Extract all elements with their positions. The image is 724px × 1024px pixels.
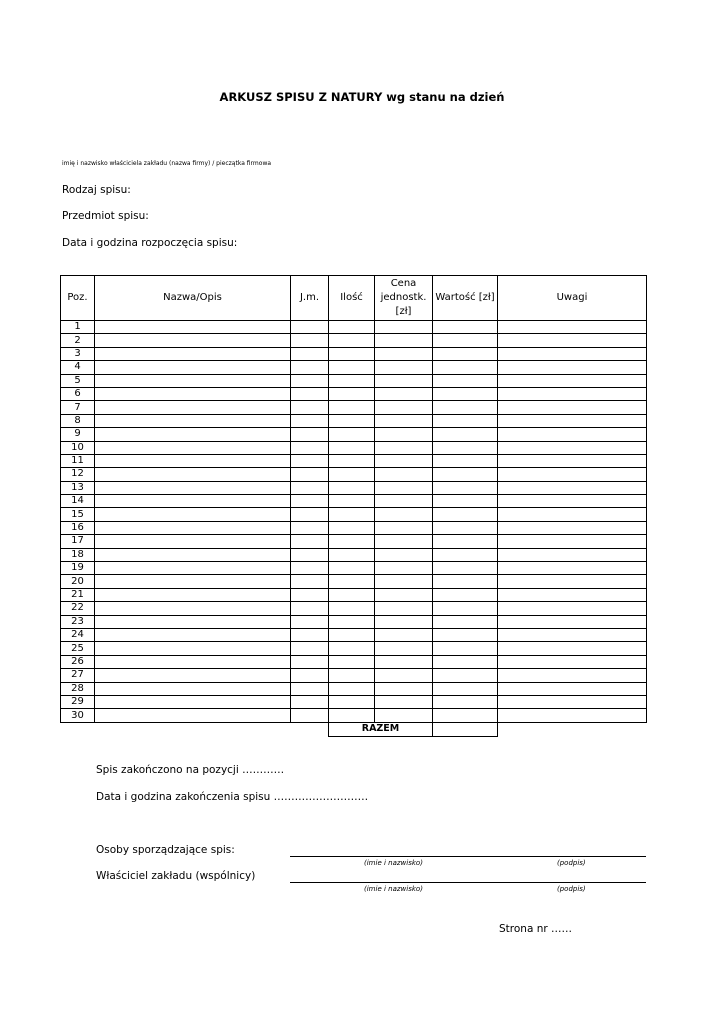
cell-uwagi[interactable] (498, 682, 647, 695)
cell-nazwa-opis[interactable] (95, 347, 291, 360)
cell-ilosc[interactable] (329, 682, 375, 695)
table-row (61, 588, 647, 601)
table-row (61, 575, 647, 588)
cell-jm[interactable] (291, 347, 329, 360)
caption-podpis-1: (podpis) (557, 859, 586, 867)
cell-wartosc[interactable] (433, 495, 498, 508)
cell-ilosc[interactable] (329, 361, 375, 374)
cell-wartosc[interactable] (433, 321, 498, 334)
cell-cena[interactable] (375, 575, 433, 588)
table-row (61, 454, 647, 467)
cell-jm[interactable] (291, 709, 329, 722)
cell-jm[interactable] (291, 695, 329, 708)
cell-cena[interactable] (375, 562, 433, 575)
cell-wartosc[interactable] (433, 454, 498, 467)
row-number: 5 (61, 374, 95, 387)
cell-nazwa-opis[interactable] (95, 669, 291, 682)
cell-wartosc[interactable] (433, 387, 498, 400)
cell-ilosc[interactable] (329, 401, 375, 414)
row-number: 26 (61, 655, 95, 668)
row-number: 9 (61, 428, 95, 441)
cell-uwagi[interactable] (498, 334, 647, 347)
cell-nazwa-opis[interactable] (95, 548, 291, 561)
cell-ilosc[interactable] (329, 548, 375, 561)
osoby-sporzadzajace-label: Osoby sporządzające spis: (96, 844, 235, 856)
table-row (61, 441, 647, 454)
cell-cena[interactable] (375, 481, 433, 494)
row-number: 18 (61, 548, 95, 561)
caption-imie-nazwisko-1: (imie i nazwisko) (364, 859, 423, 867)
cell-wartosc[interactable] (433, 428, 498, 441)
cell-wartosc[interactable] (433, 602, 498, 615)
cell-ilosc[interactable] (329, 575, 375, 588)
total-wartosc-cell[interactable] (433, 722, 498, 736)
cell-jm[interactable] (291, 334, 329, 347)
table-row (61, 495, 647, 508)
owner-caption: imię i nazwisko właściciela zakładu (nazwa firmy) / pieczątka firmowa (62, 160, 272, 167)
table-row (61, 508, 647, 521)
row-number: 17 (61, 535, 95, 548)
table-row (61, 521, 647, 534)
cell-ilosc[interactable] (329, 588, 375, 601)
row-number: 24 (61, 628, 95, 641)
cell-uwagi[interactable] (498, 401, 647, 414)
cell-wartosc[interactable] (433, 441, 498, 454)
cell-cena[interactable] (375, 682, 433, 695)
cell-wartosc[interactable] (433, 682, 498, 695)
cell-cena[interactable] (375, 588, 433, 601)
cell-cena[interactable] (375, 615, 433, 628)
cell-wartosc[interactable] (433, 535, 498, 548)
cell-uwagi[interactable] (498, 521, 647, 534)
table-row (61, 535, 647, 548)
cell-uwagi[interactable] (498, 695, 647, 708)
cell-wartosc[interactable] (433, 588, 498, 601)
cell-ilosc[interactable] (329, 321, 375, 334)
field-przedmiot-spisu: Przedmiot spisu: (62, 210, 149, 222)
table-row (61, 655, 647, 668)
table-row (61, 334, 647, 347)
cell-cena[interactable] (375, 709, 433, 722)
header-poz: Poz. (61, 276, 95, 321)
cell-ilosc[interactable] (329, 535, 375, 548)
table-row (61, 642, 647, 655)
cell-cena[interactable] (375, 401, 433, 414)
row-number: 14 (61, 495, 95, 508)
cell-jm[interactable] (291, 428, 329, 441)
cell-ilosc[interactable] (329, 481, 375, 494)
table-row (61, 401, 647, 414)
cell-uwagi[interactable] (498, 709, 647, 722)
cell-nazwa-opis[interactable] (95, 374, 291, 387)
cell-uwagi[interactable] (498, 655, 647, 668)
table-row (61, 347, 647, 360)
row-number: 25 (61, 642, 95, 655)
row-number: 19 (61, 562, 95, 575)
cell-ilosc[interactable] (329, 669, 375, 682)
row-number: 20 (61, 575, 95, 588)
cell-jm[interactable] (291, 535, 329, 548)
header-ilosc: Ilość (329, 276, 375, 321)
cell-nazwa-opis[interactable] (95, 535, 291, 548)
cell-ilosc[interactable] (329, 454, 375, 467)
cell-jm[interactable] (291, 414, 329, 427)
cell-jm[interactable] (291, 374, 329, 387)
cell-nazwa-opis[interactable] (95, 575, 291, 588)
cell-wartosc[interactable] (433, 615, 498, 628)
cell-cena[interactable] (375, 508, 433, 521)
row-number: 16 (61, 521, 95, 534)
cell-cena[interactable] (375, 454, 433, 467)
cell-cena[interactable] (375, 495, 433, 508)
cell-jm[interactable] (291, 401, 329, 414)
cell-nazwa-opis[interactable] (95, 454, 291, 467)
row-number: 30 (61, 709, 95, 722)
cell-cena[interactable] (375, 521, 433, 534)
cell-jm[interactable] (291, 521, 329, 534)
table-row (61, 602, 647, 615)
cell-uwagi[interactable] (498, 495, 647, 508)
cell-uwagi[interactable] (498, 588, 647, 601)
cell-wartosc[interactable] (433, 347, 498, 360)
cell-cena[interactable] (375, 695, 433, 708)
cell-uwagi[interactable] (498, 669, 647, 682)
cell-nazwa-opis[interactable] (95, 709, 291, 722)
table-footer (61, 722, 647, 736)
row-number: 28 (61, 682, 95, 695)
table-row (61, 468, 647, 481)
cell-uwagi[interactable] (498, 428, 647, 441)
cell-ilosc[interactable] (329, 508, 375, 521)
field-rodzaj-spisu: Rodzaj spisu: (62, 184, 131, 196)
cell-wartosc[interactable] (433, 334, 498, 347)
cell-uwagi[interactable] (498, 628, 647, 641)
cell-wartosc[interactable] (433, 508, 498, 521)
cell-ilosc[interactable] (329, 642, 375, 655)
cell-ilosc[interactable] (329, 602, 375, 615)
cell-ilosc[interactable] (329, 428, 375, 441)
document-title: ARKUSZ SPISU Z NATURY wg stanu na dzień (219, 90, 505, 104)
cell-cena[interactable] (375, 468, 433, 481)
table-row (61, 628, 647, 641)
cell-wartosc[interactable] (433, 401, 498, 414)
row-number: 6 (61, 387, 95, 400)
table-row (61, 548, 647, 561)
cell-jm[interactable] (291, 628, 329, 641)
table-row (61, 562, 647, 575)
cell-ilosc[interactable] (329, 441, 375, 454)
cell-wartosc[interactable] (433, 628, 498, 641)
cell-nazwa-opis[interactable] (95, 321, 291, 334)
cell-cena[interactable] (375, 669, 433, 682)
cell-ilosc[interactable] (329, 521, 375, 534)
signature-line-osoby[interactable] (290, 856, 646, 857)
row-number: 27 (61, 669, 95, 682)
table-row (61, 387, 647, 400)
cell-cena[interactable] (375, 655, 433, 668)
row-number: 22 (61, 602, 95, 615)
cell-wartosc[interactable] (433, 414, 498, 427)
table-row (61, 682, 647, 695)
cell-jm[interactable] (291, 468, 329, 481)
cell-jm[interactable] (291, 441, 329, 454)
cell-ilosc[interactable] (329, 615, 375, 628)
row-number: 10 (61, 441, 95, 454)
cell-cena[interactable] (375, 321, 433, 334)
table-row (61, 414, 647, 427)
table-row (61, 374, 647, 387)
header-uwagi: Uwagi (498, 276, 647, 321)
cell-jm[interactable] (291, 361, 329, 374)
row-number: 21 (61, 588, 95, 601)
cell-uwagi[interactable] (498, 562, 647, 575)
row-number: 13 (61, 481, 95, 494)
cell-ilosc[interactable] (329, 414, 375, 427)
cell-uwagi[interactable] (498, 508, 647, 521)
table-row (61, 709, 647, 722)
cell-wartosc[interactable] (433, 548, 498, 561)
cell-cena[interactable] (375, 642, 433, 655)
row-number: 1 (61, 321, 95, 334)
cell-uwagi[interactable] (498, 468, 647, 481)
cell-cena[interactable] (375, 361, 433, 374)
cell-nazwa-opis[interactable] (95, 414, 291, 427)
cell-jm[interactable] (291, 642, 329, 655)
cell-cena[interactable] (375, 428, 433, 441)
row-number: 29 (61, 695, 95, 708)
cell-nazwa-opis[interactable] (95, 387, 291, 400)
cell-nazwa-opis[interactable] (95, 682, 291, 695)
cell-ilosc[interactable] (329, 374, 375, 387)
row-number: 7 (61, 401, 95, 414)
row-number: 4 (61, 361, 95, 374)
cell-uwagi[interactable] (498, 615, 647, 628)
cell-ilosc[interactable] (329, 334, 375, 347)
cell-uwagi[interactable] (498, 602, 647, 615)
page-number-text: Strona nr …… (499, 923, 573, 935)
cell-uwagi[interactable] (498, 321, 647, 334)
cell-nazwa-opis[interactable] (95, 655, 291, 668)
cell-wartosc[interactable] (433, 521, 498, 534)
cell-uwagi[interactable] (498, 642, 647, 655)
cell-nazwa-opis[interactable] (95, 481, 291, 494)
cell-cena[interactable] (375, 602, 433, 615)
cell-nazwa-opis[interactable] (95, 508, 291, 521)
cell-cena[interactable] (375, 441, 433, 454)
cell-jm[interactable] (291, 454, 329, 467)
total-label: RAZEM (329, 722, 433, 736)
cell-uwagi[interactable] (498, 361, 647, 374)
header-wartosc: Wartość [zł] (433, 276, 498, 321)
cell-wartosc[interactable] (433, 655, 498, 668)
cell-jm[interactable] (291, 615, 329, 628)
header-cena-line-1: Cena (390, 278, 417, 289)
cell-wartosc[interactable] (433, 468, 498, 481)
table-body (61, 321, 647, 723)
cell-wartosc[interactable] (433, 695, 498, 708)
cell-nazwa-opis[interactable] (95, 441, 291, 454)
row-number: 15 (61, 508, 95, 521)
wlasciciel-label: Właściciel zakładu (wspólnicy) (96, 870, 256, 882)
cell-jm[interactable] (291, 669, 329, 682)
row-number: 11 (61, 454, 95, 467)
cell-ilosc[interactable] (329, 347, 375, 360)
signature-line-wlasciciel[interactable] (290, 882, 646, 883)
table-row (61, 428, 647, 441)
cell-ilosc[interactable] (329, 468, 375, 481)
cell-jm[interactable] (291, 562, 329, 575)
cell-ilosc[interactable] (329, 562, 375, 575)
cell-uwagi[interactable] (498, 387, 647, 400)
cell-cena[interactable] (375, 548, 433, 561)
table-row (61, 669, 647, 682)
cell-nazwa-opis[interactable] (95, 428, 291, 441)
cell-cena[interactable] (375, 628, 433, 641)
row-number: 23 (61, 615, 95, 628)
cell-ilosc[interactable] (329, 695, 375, 708)
cell-jm[interactable] (291, 682, 329, 695)
cell-nazwa-opis[interactable] (95, 642, 291, 655)
cell-nazwa-opis[interactable] (95, 401, 291, 414)
cell-jm[interactable] (291, 481, 329, 494)
cell-jm[interactable] (291, 575, 329, 588)
row-number: 2 (61, 334, 95, 347)
table-row (61, 361, 647, 374)
cell-nazwa-opis[interactable] (95, 562, 291, 575)
spis-zakonczono-text: Spis zakończono na pozycji ………… (96, 764, 285, 776)
cell-jm[interactable] (291, 495, 329, 508)
header-cena-jednostkowa (375, 276, 433, 321)
cell-wartosc[interactable] (433, 562, 498, 575)
table-row (61, 321, 647, 334)
cell-nazwa-opis[interactable] (95, 615, 291, 628)
cell-ilosc[interactable] (329, 387, 375, 400)
cell-nazwa-opis[interactable] (95, 495, 291, 508)
cell-uwagi[interactable] (498, 414, 647, 427)
cell-uwagi[interactable] (498, 347, 647, 360)
cell-wartosc[interactable] (433, 481, 498, 494)
cell-ilosc[interactable] (329, 655, 375, 668)
table-row (61, 481, 647, 494)
cell-wartosc[interactable] (433, 709, 498, 722)
header-cena-line-3: [zł] (395, 306, 412, 317)
total-row (61, 722, 647, 736)
cell-uwagi[interactable] (498, 575, 647, 588)
caption-podpis-2: (podpis) (557, 885, 586, 893)
cell-jm[interactable] (291, 548, 329, 561)
cell-uwagi[interactable] (498, 535, 647, 548)
cell-ilosc[interactable] (329, 709, 375, 722)
cell-uwagi[interactable] (498, 481, 647, 494)
cell-jm[interactable] (291, 387, 329, 400)
cell-nazwa-opis[interactable] (95, 468, 291, 481)
cell-uwagi[interactable] (498, 441, 647, 454)
data-zakonczenia-text: Data i godzina zakończenia spisu ……………………… (96, 791, 369, 803)
cell-jm[interactable] (291, 508, 329, 521)
cell-jm[interactable] (291, 321, 329, 334)
header-nazwa-opis: Nazwa/Opis (95, 276, 291, 321)
table-row (61, 695, 647, 708)
table-header (61, 276, 647, 321)
row-number: 12 (61, 468, 95, 481)
cell-wartosc[interactable] (433, 361, 498, 374)
cell-ilosc[interactable] (329, 495, 375, 508)
row-number: 8 (61, 414, 95, 427)
cell-cena[interactable] (375, 535, 433, 548)
cell-nazwa-opis[interactable] (95, 521, 291, 534)
cell-jm[interactable] (291, 655, 329, 668)
cell-nazwa-opis[interactable] (95, 602, 291, 615)
cell-wartosc[interactable] (433, 575, 498, 588)
total-row-spacer (61, 722, 329, 736)
cell-cena[interactable] (375, 414, 433, 427)
cell-jm[interactable] (291, 588, 329, 601)
cell-cena[interactable] (375, 374, 433, 387)
table-row (61, 615, 647, 628)
cell-jm[interactable] (291, 602, 329, 615)
inventory-table (60, 275, 647, 737)
cell-nazwa-opis[interactable] (95, 334, 291, 347)
cell-nazwa-opis[interactable] (95, 628, 291, 641)
cell-wartosc[interactable] (433, 642, 498, 655)
cell-cena[interactable] (375, 347, 433, 360)
cell-nazwa-opis[interactable] (95, 361, 291, 374)
cell-uwagi[interactable] (498, 374, 647, 387)
cell-uwagi[interactable] (498, 548, 647, 561)
total-row-spacer-right (498, 722, 647, 736)
header-cena-line-2: jednostk. (380, 292, 427, 303)
header-jm: J.m. (291, 276, 329, 321)
cell-nazwa-opis[interactable] (95, 588, 291, 601)
cell-ilosc[interactable] (329, 628, 375, 641)
cell-wartosc[interactable] (433, 669, 498, 682)
cell-cena[interactable] (375, 387, 433, 400)
row-number: 3 (61, 347, 95, 360)
field-data-rozpoczecia: Data i godzina rozpoczęcia spisu: (62, 237, 238, 249)
cell-uwagi[interactable] (498, 454, 647, 467)
cell-cena[interactable] (375, 334, 433, 347)
caption-imie-nazwisko-2: (imie i nazwisko) (364, 885, 423, 893)
cell-nazwa-opis[interactable] (95, 695, 291, 708)
cell-wartosc[interactable] (433, 374, 498, 387)
